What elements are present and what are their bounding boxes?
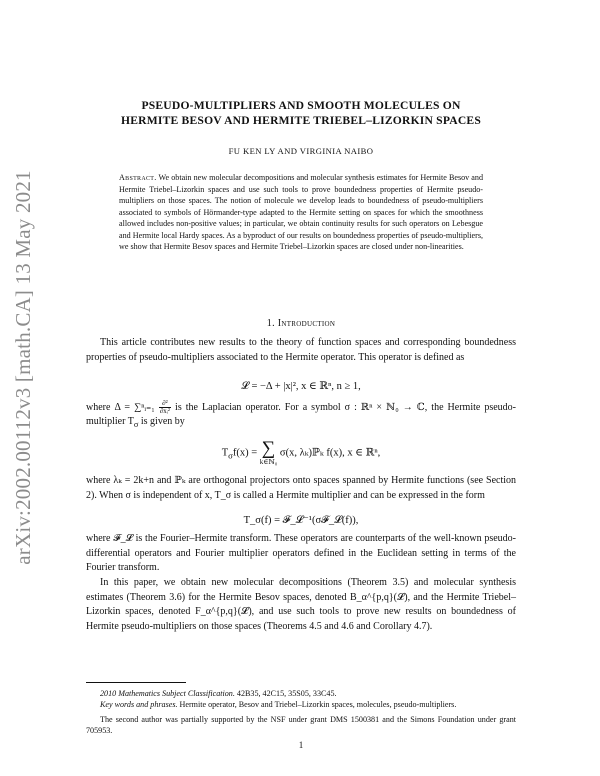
keywords-label: Key words and phrases. (100, 700, 178, 710)
eq2-lhs: T (221, 447, 229, 459)
footnotes (86, 688, 516, 736)
summation-sign: ∑ (261, 438, 276, 459)
body-paragraph-2 (86, 400, 516, 433)
footnote-funding: The second author was partially supported by the NSF under grant DMS 1500381 and the Simons Foundation under grant 705953. (86, 714, 516, 735)
abstract-label: Abstract. (119, 173, 157, 182)
msc-label: 2010 Mathematics Subject Classification. (100, 689, 235, 698)
fraction-numerator: ∂² (159, 400, 171, 408)
p2-text-b: is the Laplacian operator. For a symbol σ : ℝⁿ × ℕ₀ → ℂ, the Hermite pseudo-multiplier T (86, 401, 517, 428)
arxiv-identifier-text: arXiv:2002.00112v3 [math.CA] 13 May 2021 (10, 169, 35, 565)
paper-title: PSEUDO-MULTIPLIERS AND SMOOTH MOLECULES ON HERMITE BESOV AND HERMITE TRIEBEL–LIZORKIN SPACES (121, 99, 481, 127)
p2-text-c: is given by (138, 416, 185, 428)
body-paragraph-4: where 𝓕_𝓛 is the Fourier–Hermite transform. These operators are counterparts of the well-known pseudo-differential operators and Fourier multiplier operators defined in the Euclidean setting in terms of the Fourier transform. (86, 533, 516, 574)
footnote-rule (86, 682, 186, 683)
page-number: 1 (298, 740, 304, 750)
eq2-lhs-rest: f(x) = (232, 447, 260, 459)
eq2-lhs-sub: σ (228, 450, 233, 461)
equation-hermite-multiplier: T_σ(f) = 𝓕_𝓛⁻¹(σ𝓕_𝓛(f)), (243, 515, 359, 526)
abstract-text: We obtain new molecular decompositions and molecular synthesis estimates for Hermite Besov and Hermite Triebel–Lizorkin spaces and use such tools to prove boundedness properties of Hermite pseudo-multipliers on those spaces. The notion of molecule we develop leads to boundedness of pseudo-multipliers associated to symbols of Hörmander-type adapted to the Hermite setting on spaces for which the smoothness allowed includes non-positive values; in particular, we obtain continuity results for such operators on Lebesgue and Hermite local Hardy spaces. As a byproduct of our results on boundedness properties of pseudo-multipliers, we show that Hermite Besov spaces and Hermite Triebel–Lizorkin spaces are closed under non-linearities. (119, 173, 483, 251)
p2-text-a: where Δ = (86, 401, 135, 413)
p2-subscript: σ (133, 420, 139, 430)
section-title: Introduction (277, 318, 336, 329)
summation (260, 440, 278, 466)
body-paragraph-3: where λₖ = 2k+n and ℙₖ are orthogonal projectors onto spaces spanned by Hermite functions (see Section 2). When σ is independent of x, T_σ is called a Hermite multiplier and can be expressed in the form (86, 475, 516, 501)
equation-hermite-operator: 𝓛 = −Δ + |x|², x ∈ ℝⁿ, n ≥ 1, (241, 381, 361, 392)
equation-pseudo-multiplier (86, 440, 516, 466)
keywords-text: Hermite operator, Besov and Triebel–Lizorkin spaces, molecules, pseudo-multipliers. (177, 700, 457, 710)
section-heading (86, 318, 516, 329)
msc-codes: 42B35, 42C15, 35S05, 33C45. (234, 689, 337, 698)
summation-subscript: k∈ℕ₀ (259, 458, 278, 466)
eq2-rhs: σ(x, λₖ)ℙₖ f(x), x ∈ ℝⁿ, (279, 447, 381, 459)
footnote-keywords (86, 699, 516, 710)
p2-sum: ∑ⁿᵢ₌₁ (134, 401, 155, 413)
partial-fraction (159, 400, 171, 415)
footnote-msc (86, 688, 516, 699)
abstract (119, 172, 483, 253)
body-paragraph-1: This article contributes new results to the theory of function spaces and corresponding boundedness properties of pseudo-multipliers associated to the Hermite operator. This operator is defined as (86, 337, 516, 363)
section-number: 1. (266, 318, 275, 329)
fraction-denominator: ∂xᵢ² (159, 407, 171, 415)
body-paragraph-5: In this paper, we obtain new molecular decompositions (Theorem 3.5) and molecular synthesis estimates (Theorem 3.6) for the Hermite Besov spaces, denoted B_α^{p,q}(𝓛), and the Hermite Triebel–Lizorkin spaces, denoted F_α^{p,q}(𝓛), and use such tools to prove new results on boundedness of Hermite pseudo-multipliers on those spaces (Theorems 4.5 and 4.6 and Corollary 4.7). (86, 577, 516, 632)
paper-authors: FU KEN LY AND VIRGINIA NAIBO (228, 146, 374, 156)
arxiv-identifier-stamp (6, 152, 40, 582)
